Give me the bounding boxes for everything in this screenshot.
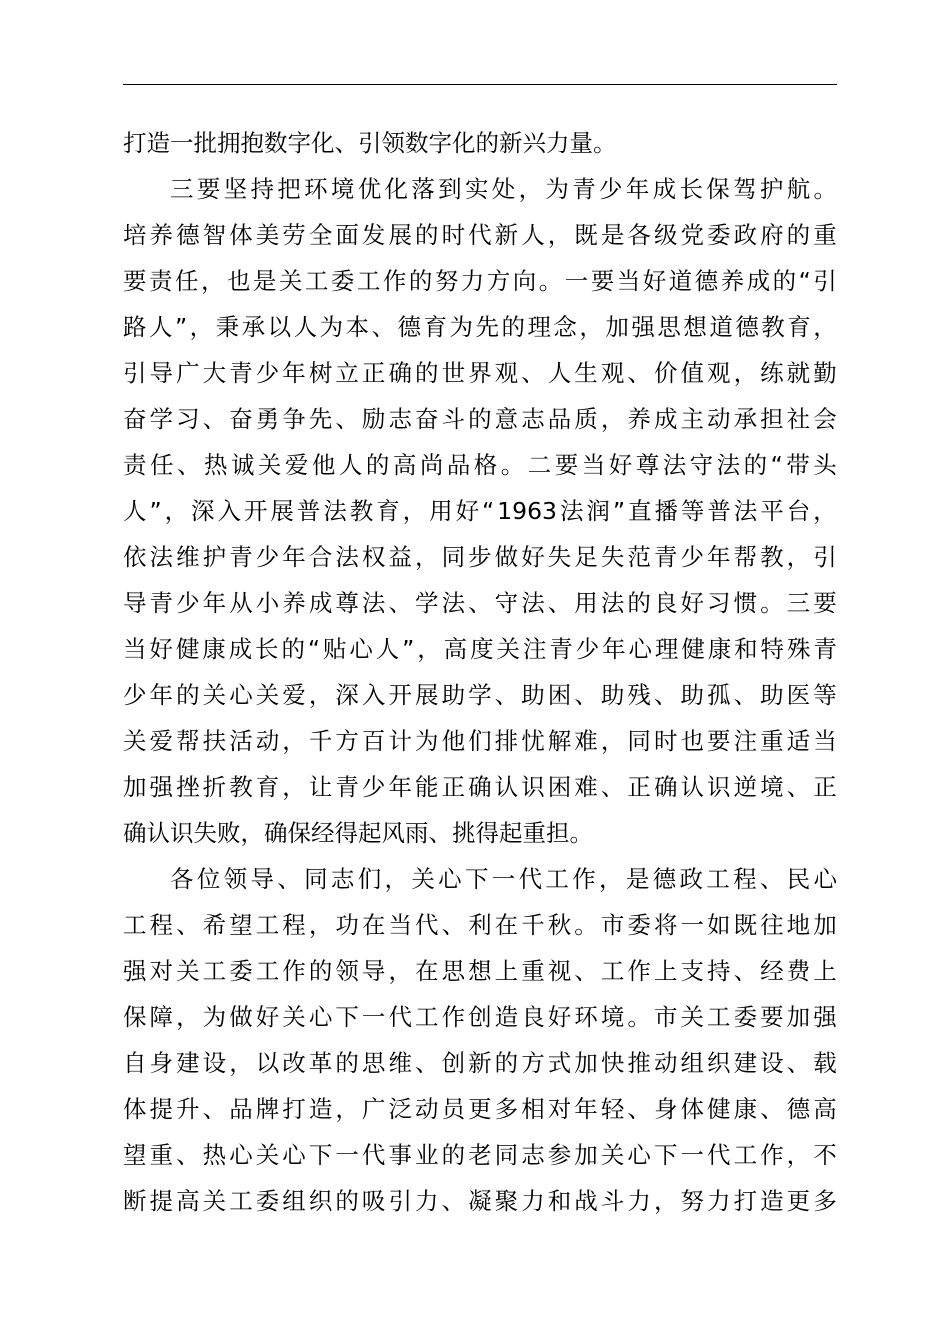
text-line: 培 养 德 智 体 美 劳 全 面 发 展 的 时 代 新 人 ， 既 是 各 级 党 委 政 府 的 重: [123, 221, 837, 249]
text-line: 断 提 高 关 工 委 组 织 的 吸 引 力 、 凝 聚 力 和 战 斗 力 ， 努 力 打 造 更 多: [123, 1187, 837, 1215]
text-line: 奋 学 习 、 奋 勇 争 先 、 励 志 奋 斗 的 意 志 品 质 ， 养 成 主 动 承 担 社 会: [123, 405, 837, 433]
text-line: 加 强 挫 折 教 育 ， 让 青 少 年 能 正 确 认 识 困 难 、 正 确 认 识 逆 境 、 正: [123, 773, 837, 801]
text-line: 望 重 、 热 心 关 心 下 一 代 事 业 的 老 同 志 参 加 关 心 下 一 代 工 作 ， 不: [123, 1141, 837, 1169]
text-line: 保 障 ， 为 做 好 关 心 下 一 代 工 作 创 造 良 好 环 境 。 市 关 工 委 要 加 强: [123, 1003, 837, 1031]
text-line: 自 身 建 设 ， 以 改 革 的 思 维 、 创 新 的 方 式 加 快 推 动 组 织 建 设 、 载: [123, 1049, 837, 1077]
text-line: 责 任 、 热 诚 关 爱 他 人 的 高 尚 品 格 。 二 要 当 好 尊 法 守 法 的 “ 带 头: [123, 451, 837, 479]
text-line: 强 对 关 工 委 工 作 的 领 导 ， 在 思 想 上 重 视 、 工 作 上 支 持 、 经 费 上: [123, 957, 837, 985]
header-rule: [123, 84, 837, 85]
text-line: 引 导 广 大 青 少 年 树 立 正 确 的 世 界 观 、 人 生 观 、 价 值 观 ， 练 就 勤: [123, 359, 837, 387]
text-line: 要 责 任 ， 也 是 关 工 委 工 作 的 努 力 方 向 。 一 要 当 好 道 德 养 成 的 “ 引: [123, 267, 837, 295]
text-line: 三 要 坚 持 把 环 境 优 化 落 到 实 处 ， 为 青 少 年 成 长 保 驾 护 航 。: [170, 175, 837, 203]
text-line: 当 好 健 康 成 长 的 “ 贴 心 人 ” ， 高 度 关 注 青 少 年 心 理 健 康 和 特 殊 青: [123, 635, 837, 663]
text-line: 人 ” ， 深 入 开 展 普 法 教 育 ， 用 好 “ 1963 法 润 ” 直 播 等 普 法 平 台 ，: [123, 497, 837, 525]
text-line: 工 程 、 希 望 工 程 ， 功 在 当 代 、 利 在 千 秋 。 市 委 将 一 如 既 往 地 加: [123, 911, 837, 939]
text-line: 少 年 的 关 心 关 爱 ， 深 入 开 展 助 学 、 助 困 、 助 残 、 助 孤 、 助 医 等: [123, 681, 837, 709]
text-line: 关 爱 帮 扶 活 动 ， 千 方 百 计 为 他 们 排 忧 解 难 ， 同 时 也 要 注 重 适 当: [123, 727, 837, 755]
text-line: 确认识失败，确保经得起风雨、挑得起重担。: [123, 819, 593, 847]
text-line: 依 法 维 护 青 少 年 合 法 权 益 ， 同 步 做 好 失 足 失 范 青 少 年 帮 教 ， 引: [123, 543, 837, 571]
text-line: 各 位 领 导 、 同 志 们 ， 关 心 下 一 代 工 作 ， 是 德 政 工 程 、 民 心: [170, 865, 837, 893]
text-line: 体 提 升 、 品 牌 打 造 ， 广 泛 动 员 更 多 相 对 年 轻 、 身 体 健 康 、 德 高: [123, 1095, 837, 1123]
text-line: 导 青 少 年 从 小 养 成 尊 法 、 学 法 、 守 法 、 用 法 的 良 好 习 惯 。 三 要: [123, 589, 837, 617]
text-line: 打造一批拥抱数字化、引领数字化的新兴力量。: [123, 129, 617, 157]
text-line: 路 人 ” ， 秉 承 以 人 为 本 、 德 育 为 先 的 理 念 ， 加 强 思 想 道 德 教 育 ，: [123, 313, 837, 341]
